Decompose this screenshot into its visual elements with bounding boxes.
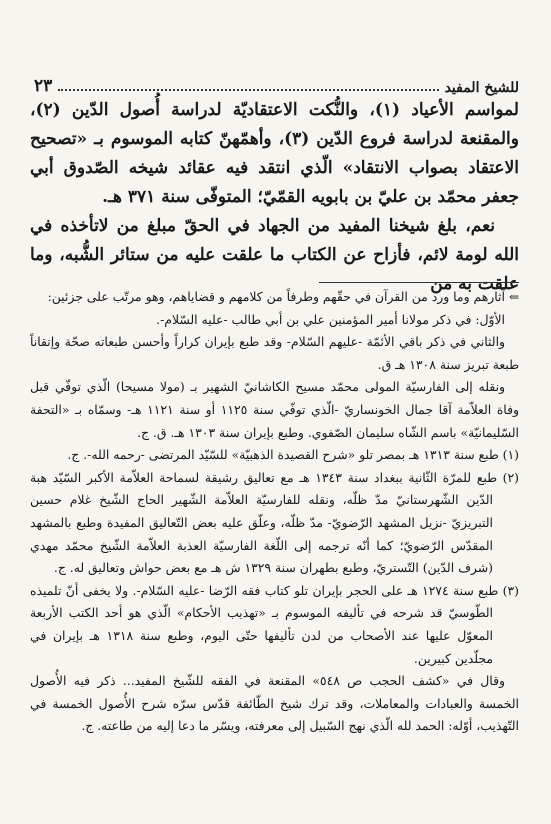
footnotes [30,286,519,738]
page-number: ٢٣ [34,76,53,96]
dotted-leader [58,89,438,91]
main-paragraph-2: نعم، بلغ شيخنا المفيد من الجهاد في الحقّ مبلغ من لاتأخذه في الله لومة لائم، فأزاح عن الكتاب ما علقت عليه من ستائر الشُّبه، وما علقت به من [30,216,519,294]
running-head [34,74,519,96]
footnote-separator [319,282,519,283]
footnote-part-one: الأوّل: في ذكر مولانا أمير المؤمنين علي بن أبي طالب -عليه السّلام-. [156,311,505,327]
footnote-3: (٣) طبع سنة ١٢٧٤ هـ على الحجر بإيران تلو كتاب فقه الرّضا -عليه السّلام-. ولا يخفى أنّ تلميذه الطّوسيّ قد شرحه في تأليفه الموسوم بـ «تهذيب الأحكام» الّذي هو أحد الكتب الأربعة المعوّل عليها عند الأصحاب من لدن تأليفها حتّى اليوم، وطبع سنة ١٣١٨ هـ بإيران في مجلّدين كبيرين. [30,582,519,666]
main-text [30,96,519,299]
footnote-translation: ونقله إلى الفارسيّة المولى محمّد مسيح الكاشانيّ الشهير بـ (مولا مسيحا) الّذي توفّي قبل وفاة العلاّمة آقا جمال الخونساريّ -الّذي توفّي سنة ١١٢٥ أو سنة ١١٢١ هـ- وسمّاه بـ «التحفة السّليمانيّة» باسم الشّاه سليمان الصّفوي. وطبع بإيران سنة ١٣٠٣ هـ. ق. ج. [30,379,519,440]
main-paragraph-1: لمواسم الأعياد (١)، والنُّكت الاعتقاديّة لدراسة أُصول الدّين (٢)، والمقنعة لدراسة فروع الدّين (٣)، وأهمّهنّ كتابه الموسوم بـ «تصحيح الاعتقاد بصواب الانتقاد» الّذي انتقد فيه عقائد شيخه الصّدوق أبي جعفر محمّد بن عليّ بن بابويه القمّيّ؛ المتوفّى سنة ٣٧١ هـ. [30,100,519,207]
footnote-1: (١) طبع سنة ١٣١٣ هـ بمصر تلو «شرح القصيدة الذهبيّة» للسّيّد المرتضى -رحمه الله-. ج. [67,447,519,463]
running-title: للشيخ المفيد [444,80,519,96]
footnote-2: (٢) طبع للمرّة الثّانية ببغداد سنة ١٣٤٣ هـ مع تعاليق رشيقة لسماحة العلاّمة الأكبر السّيّد هبة الدّين الشّهرستانيّ مدّ ظلّه، ونقله للفارسيّة العلاّمة الشّهير الحاج الشّيخ غلام حسين التبريزيّ -نزيل المشهد الرّضويّ- مدّ ظلّه، وعلّق عليه بعض التّعاليق المفيدة وطبع بالمشهد المقدّس الرّضويّ؛ كما أنّه ترجمه إلى اللّغة الفارسيّة العذبة العلاّمة الشّيخ محمّد مهدي (شرف الدّين) التّستريّ، وطبع بطهران سنة ١٣٢٩ ش هـ مع بعض حواش وتعاليق له. ج. [30,469,519,576]
footnote-continuation [30,286,519,309]
footnote-part-two: والثاني في ذكر باقي الأئمّة -عليهم السّلام- وقد طبع بإيران كراراً وأحسن طبعاته صحّة وإتقاناً طبعة تبريز سنة ١٣٠٨ هـ ق. [30,334,519,372]
footnote-3-continuation: وقال في «كشف الحجب ص ٥٤٨» المقنعة في الفقه للشّيخ المفيد... ذكر فيه الأُصول الخمسة والعبادات والمعاملات، وقد ترك شيخ الطّائفة قدّس سرّه شرح الأُصول الخمسة في التّهذيب، أوّله: الحمد لله الّذي نهج السّبيل إلى معرفته، ويسّر ما دعا إليه من طاعته. ج. [30,673,519,734]
continuation-arrow-icon: ⇐ [508,290,519,304]
footnote-continuation-text: آثارهم وما ورد من القرآن في حقّهم وطرفاً من كلامهم و قضاياهم، وهو مرتّب على جزئين: [47,289,505,304]
